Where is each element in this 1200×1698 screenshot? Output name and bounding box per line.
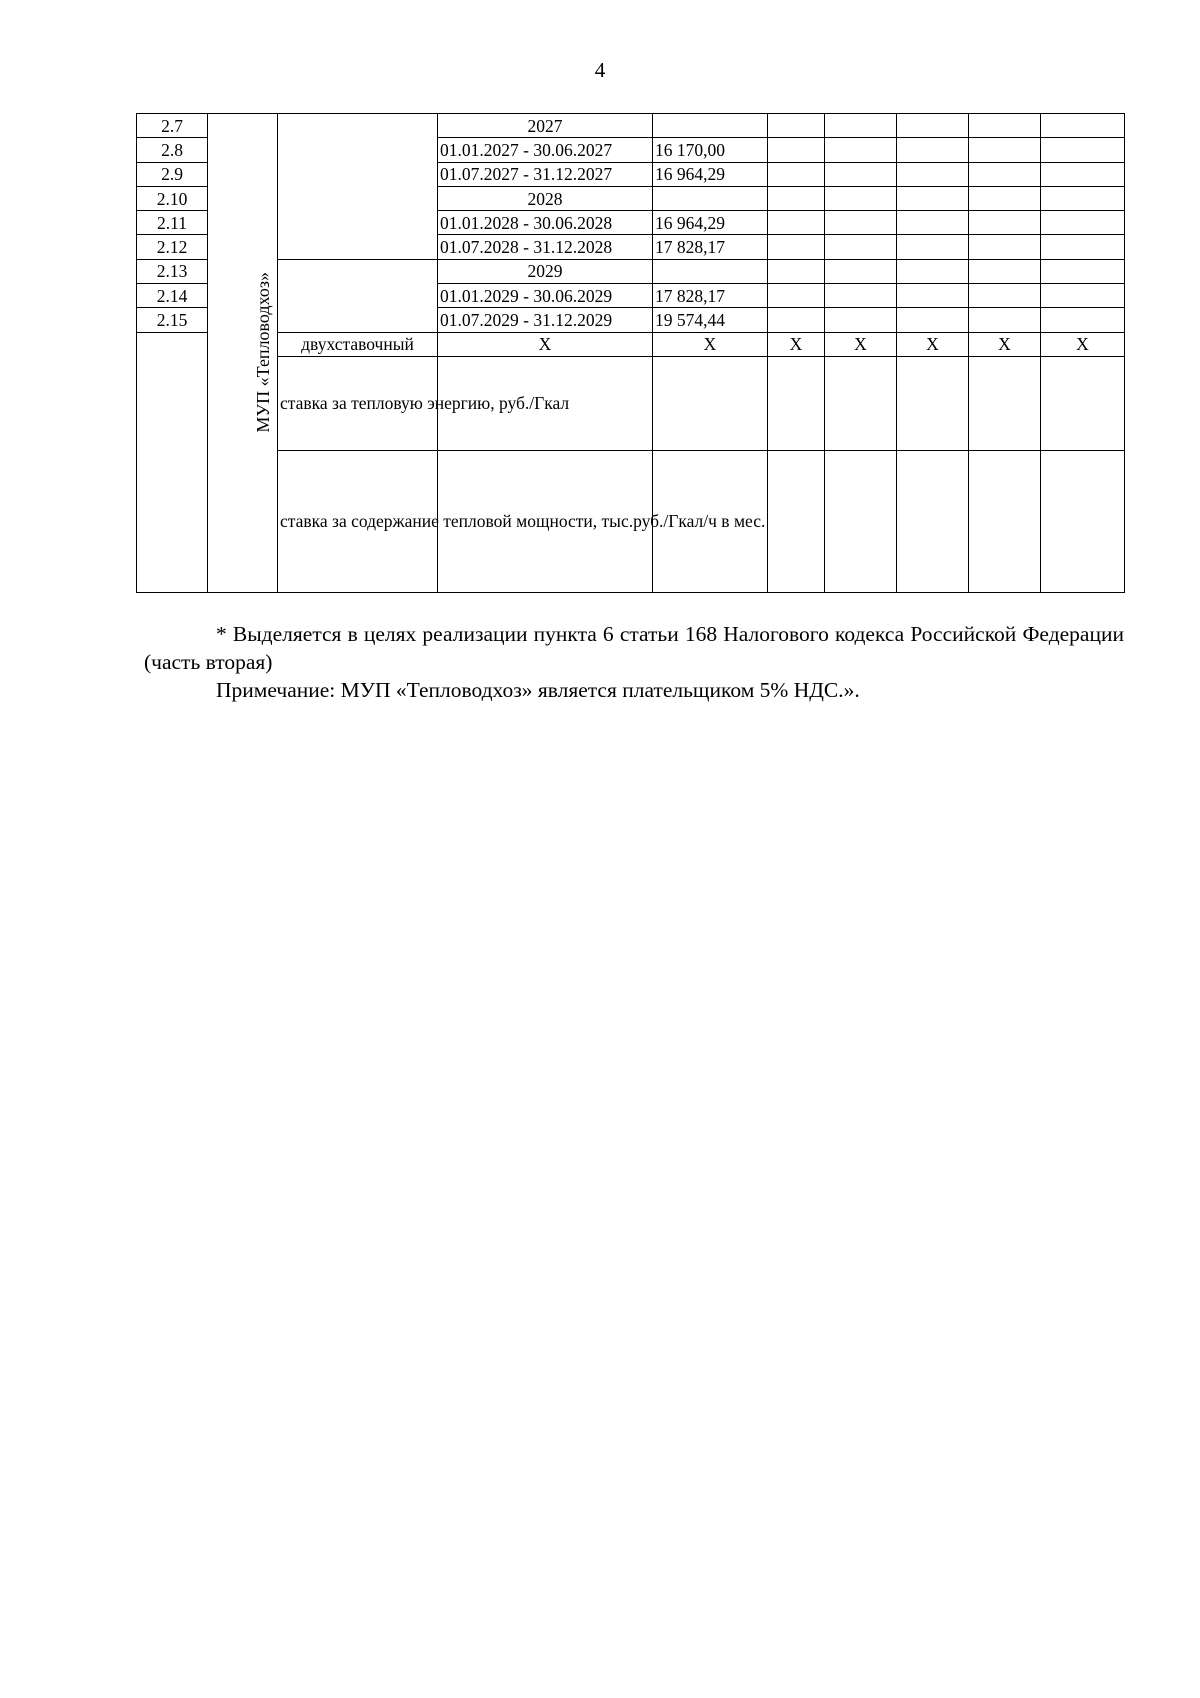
- footnotes: [144, 620, 1124, 704]
- empty-cell: [278, 259, 438, 332]
- tariff-value: 16 964,29: [653, 211, 768, 235]
- x-mark: X: [969, 332, 1041, 356]
- row-number: 2.9: [137, 162, 208, 186]
- row-number: 2.14: [137, 284, 208, 308]
- organization-name: МУП «Тепловодхоз»: [252, 272, 273, 433]
- table-row: [137, 114, 1125, 138]
- two-rate-row: [137, 332, 1125, 356]
- row-number: 2.12: [137, 235, 208, 259]
- x-mark: X: [825, 332, 897, 356]
- row-number: 2.7: [137, 114, 208, 138]
- page-number: 4: [594, 58, 606, 82]
- period-year: 2029: [438, 259, 653, 283]
- empty-cell: [137, 332, 208, 592]
- x-mark: X: [768, 332, 825, 356]
- tariff-value: [653, 259, 768, 283]
- x-mark: X: [653, 332, 768, 356]
- tariff-value: [653, 186, 768, 210]
- row-number: 2.11: [137, 211, 208, 235]
- period-range: 01.01.2029 - 30.06.2029: [438, 284, 653, 308]
- x-mark: X: [897, 332, 969, 356]
- organization-cell: [208, 114, 278, 593]
- tariff-value: 16 964,29: [653, 162, 768, 186]
- empty-cell: [278, 114, 438, 260]
- energy-rate-row: [137, 356, 1125, 450]
- capacity-rate-row: [137, 450, 1125, 592]
- row-number: 2.13: [137, 259, 208, 283]
- period-range: 01.07.2029 - 31.12.2029: [438, 308, 653, 332]
- period-year: 2028: [438, 186, 653, 210]
- row-number: 2.15: [137, 308, 208, 332]
- tariff-value: 16 170,00: [653, 138, 768, 162]
- tariff-table: [136, 113, 1125, 593]
- period-range: 01.07.2028 - 31.12.2028: [438, 235, 653, 259]
- two-rate-label: двухставочный: [278, 332, 438, 356]
- asterisk-footnote: * Выделяется в целях реализации пункта 6 статьи 168 Налогового кодекса Российской Федерации (часть вторая): [144, 622, 1124, 674]
- tariff-value: 17 828,17: [653, 284, 768, 308]
- remark-note: Примечание: МУП «Тепловодхоз» является плательщиком 5% НДС.».: [216, 678, 860, 702]
- period-range: 01.07.2027 - 31.12.2027: [438, 162, 653, 186]
- row-number: 2.10: [137, 186, 208, 210]
- x-mark: X: [438, 332, 653, 356]
- tariff-value: [653, 114, 768, 138]
- period-year: 2027: [438, 114, 653, 138]
- x-mark: X: [1041, 332, 1125, 356]
- tariff-value: 19 574,44: [653, 308, 768, 332]
- energy-rate-label: ставка за тепловую энергию, руб./Гкал: [278, 356, 438, 450]
- tariff-value: 17 828,17: [653, 235, 768, 259]
- row-number: 2.8: [137, 138, 208, 162]
- table-row: [137, 259, 1125, 283]
- capacity-rate-label: ставка за содержание тепловой мощности, тыс.руб./Гкал/ч в мес.: [278, 450, 438, 592]
- period-range: 01.01.2027 - 30.06.2027: [438, 138, 653, 162]
- period-range: 01.01.2028 - 30.06.2028: [438, 211, 653, 235]
